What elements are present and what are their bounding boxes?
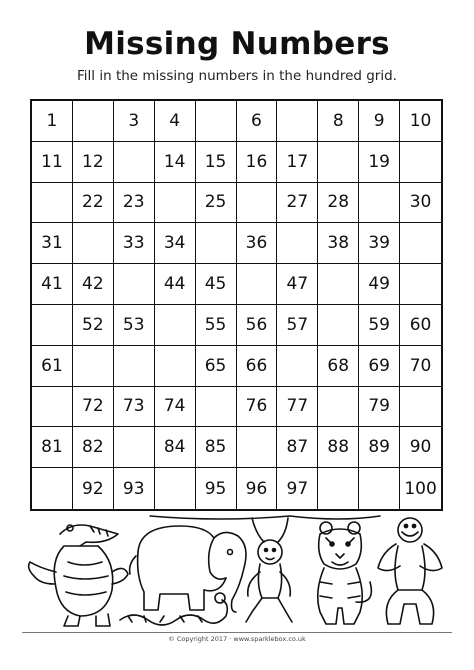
grid-cell: 84 — [155, 427, 196, 468]
grid-cell: 4 — [155, 101, 196, 142]
grid-cell: 52 — [73, 305, 114, 346]
copyright-footer: © Copyright 2017 · www.sparklebox.co.uk — [168, 635, 306, 643]
grid-cell: 19 — [359, 142, 400, 183]
hundred-grid — [30, 99, 443, 511]
grid-cell: 30 — [400, 183, 441, 224]
grid-cell-blank[interactable] — [318, 264, 359, 305]
grid-cell-blank[interactable] — [32, 387, 73, 428]
grid-cell: 69 — [359, 346, 400, 387]
grid-cell: 76 — [237, 387, 278, 428]
grid-cell: 11 — [32, 142, 73, 183]
grid-cell: 59 — [359, 305, 400, 346]
grid-cell-blank[interactable] — [114, 142, 155, 183]
grid-cell-blank[interactable] — [277, 346, 318, 387]
crocodile-icon — [29, 525, 128, 626]
monkey-icon — [246, 518, 292, 622]
grid-cell: 39 — [359, 223, 400, 264]
grid-cell-blank[interactable] — [359, 183, 400, 224]
grid-cell: 60 — [400, 305, 441, 346]
grid-cell: 57 — [277, 305, 318, 346]
grid-cell: 87 — [277, 427, 318, 468]
grid-cell: 27 — [277, 183, 318, 224]
grid-cell-blank[interactable] — [196, 223, 237, 264]
grid-cell: 34 — [155, 223, 196, 264]
grid-cell: 65 — [196, 346, 237, 387]
grid-cell-blank[interactable] — [32, 305, 73, 346]
grid-cell: 31 — [32, 223, 73, 264]
animal-illustration — [20, 512, 456, 630]
grid-cell: 90 — [400, 427, 441, 468]
snake-icon — [120, 593, 227, 625]
grid-cell: 77 — [277, 387, 318, 428]
grid-cell: 41 — [32, 264, 73, 305]
grid-cell: 95 — [196, 468, 237, 509]
grid-cell-blank[interactable] — [400, 264, 441, 305]
grid-cell: 12 — [73, 142, 114, 183]
grid-cell: 70 — [400, 346, 441, 387]
grid-cell: 66 — [237, 346, 278, 387]
grid-cell-blank[interactable] — [237, 427, 278, 468]
grid-cell: 92 — [73, 468, 114, 509]
grid-cell-blank[interactable] — [196, 387, 237, 428]
grid-cell: 82 — [73, 427, 114, 468]
grid-cell-blank[interactable] — [400, 223, 441, 264]
grid-cell: 23 — [114, 183, 155, 224]
grid-cell: 81 — [32, 427, 73, 468]
footer-divider — [22, 632, 452, 633]
grid-cell-blank[interactable] — [32, 183, 73, 224]
grid-cell-blank[interactable] — [155, 468, 196, 509]
instructions-text: Fill in the missing numbers in the hundred grid. — [77, 68, 397, 84]
grid-cell: 10 — [400, 101, 441, 142]
tiger-icon — [318, 522, 372, 624]
grid-cell-blank[interactable] — [359, 468, 400, 509]
grid-cell-blank[interactable] — [73, 101, 114, 142]
ape-icon — [378, 518, 442, 624]
grid-cell-blank[interactable] — [400, 142, 441, 183]
grid-cell-blank[interactable] — [318, 305, 359, 346]
grid-cell-blank[interactable] — [155, 183, 196, 224]
grid-cell: 88 — [318, 427, 359, 468]
grid-cell: 42 — [73, 264, 114, 305]
grid-cell-blank[interactable] — [155, 305, 196, 346]
grid-cell-blank[interactable] — [277, 223, 318, 264]
grid-cell: 73 — [114, 387, 155, 428]
grid-cell: 47 — [277, 264, 318, 305]
grid-cell: 14 — [155, 142, 196, 183]
grid-cell: 89 — [359, 427, 400, 468]
grid-cell: 68 — [318, 346, 359, 387]
grid-cell-blank[interactable] — [237, 264, 278, 305]
grid-cell: 55 — [196, 305, 237, 346]
grid-cell-blank[interactable] — [318, 468, 359, 509]
grid-cell-blank[interactable] — [114, 264, 155, 305]
grid-cell: 79 — [359, 387, 400, 428]
grid-cell: 61 — [32, 346, 73, 387]
grid-cell-blank[interactable] — [196, 101, 237, 142]
grid-cell: 53 — [114, 305, 155, 346]
grid-cell: 25 — [196, 183, 237, 224]
grid-cell-blank[interactable] — [114, 427, 155, 468]
grid-cell: 1 — [32, 101, 73, 142]
grid-cell-blank[interactable] — [318, 387, 359, 428]
grid-cell: 22 — [73, 183, 114, 224]
page-title: Missing Numbers — [84, 26, 390, 62]
grid-cell: 8 — [318, 101, 359, 142]
grid-cell: 9 — [359, 101, 400, 142]
grid-cell: 3 — [114, 101, 155, 142]
grid-cell: 15 — [196, 142, 237, 183]
grid-cell: 38 — [318, 223, 359, 264]
grid-cell: 100 — [404, 478, 437, 499]
elephant-icon — [130, 526, 246, 612]
grid-cell: 28 — [318, 183, 359, 224]
grid-cell: 96 — [237, 468, 278, 509]
grid-cell: 44 — [155, 264, 196, 305]
grid-cell: 74 — [155, 387, 196, 428]
grid-cell: 72 — [73, 387, 114, 428]
grid-cell-blank[interactable] — [237, 183, 278, 224]
grid-cell-blank[interactable] — [73, 346, 114, 387]
grid-cell: 6 — [237, 101, 278, 142]
grid-cell: 85 — [196, 427, 237, 468]
grid-cell: 16 — [237, 142, 278, 183]
grid-cell: 49 — [359, 264, 400, 305]
grid-cell-blank[interactable] — [114, 346, 155, 387]
grid-cell: 97 — [277, 468, 318, 509]
grid-cell: 45 — [196, 264, 237, 305]
grid-cell: 56 — [237, 305, 278, 346]
grid-cell-blank[interactable] — [277, 101, 318, 142]
grid-cell: 93 — [114, 468, 155, 509]
grid-cell: 17 — [277, 142, 318, 183]
grid-cell: 36 — [237, 223, 278, 264]
grid-cell-blank[interactable] — [400, 387, 441, 428]
grid-cell: 33 — [114, 223, 155, 264]
grid-cell-blank[interactable] — [155, 346, 196, 387]
grid-cell-blank[interactable] — [73, 223, 114, 264]
grid-cell-blank[interactable] — [32, 468, 73, 509]
grid-cell-blank[interactable] — [318, 142, 359, 183]
